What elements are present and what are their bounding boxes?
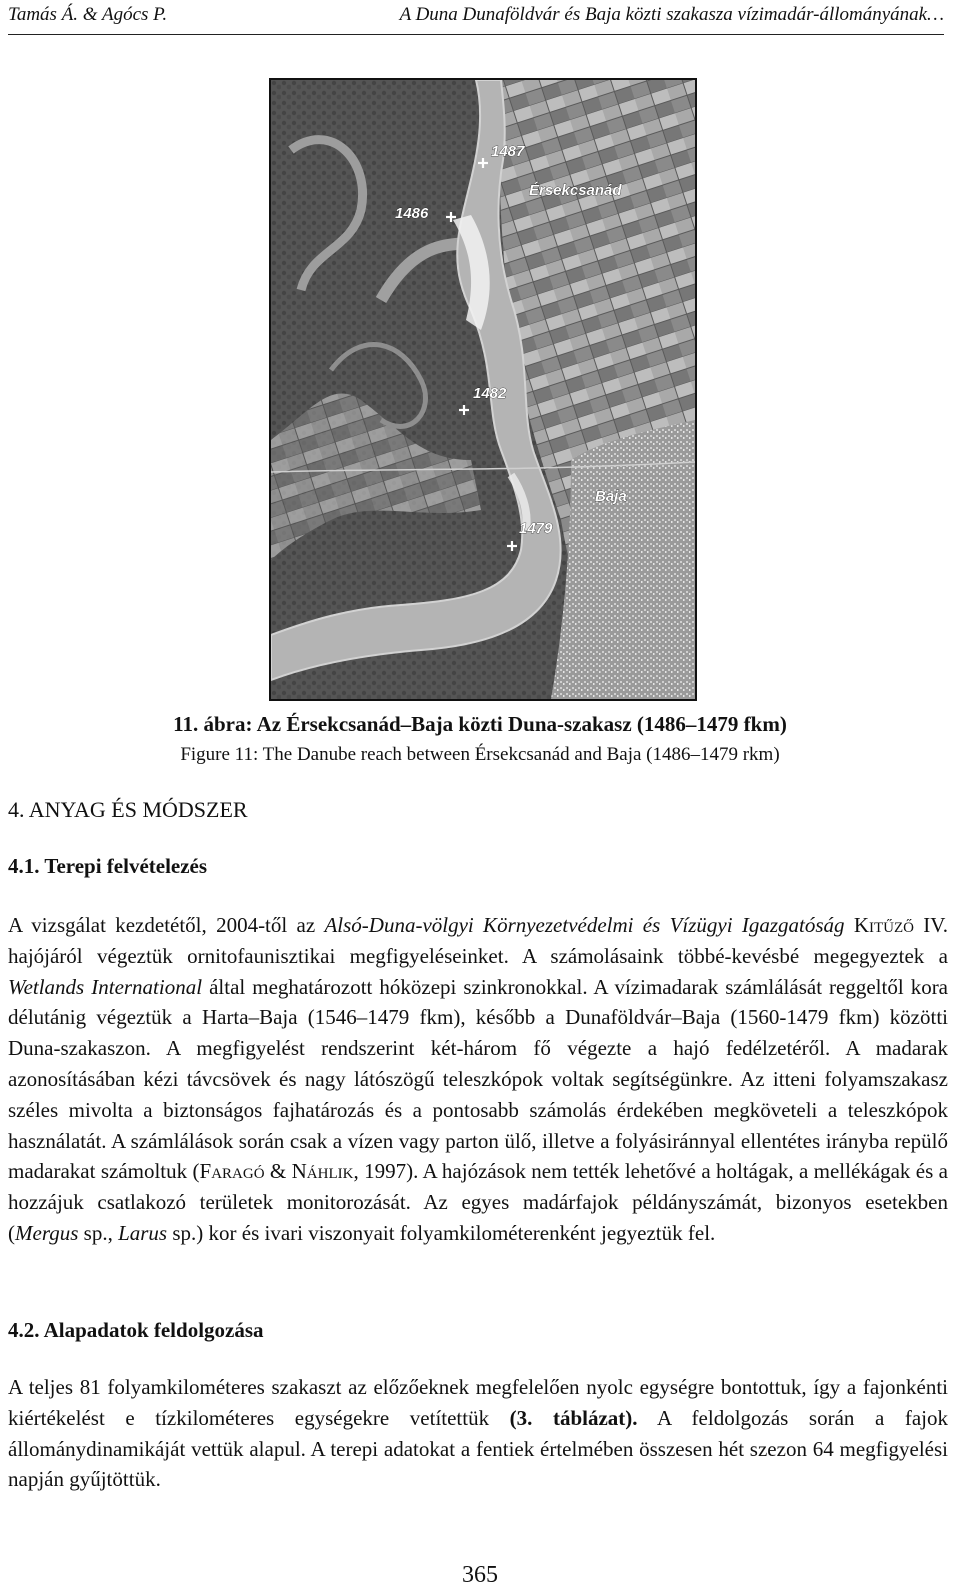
- svg-text:1486: 1486: [395, 205, 429, 222]
- p1-text-6: sp.,: [78, 1220, 119, 1245]
- p2-table-reference: (3. táblázat).: [509, 1405, 638, 1430]
- p1-citation-farago: Faragó: [199, 1159, 265, 1184]
- page-number: 365: [462, 1562, 498, 1588]
- subsection-heading-field-survey: 4.1. Terepi felvételezés: [8, 854, 208, 878]
- baja-town: [551, 420, 695, 699]
- svg-text:1487: 1487: [491, 143, 525, 160]
- p1-text-4: &: [264, 1159, 292, 1184]
- p1-text-7: sp.) kor és ivari viszonyait folyamkilométerenként jegyeztük fel.: [167, 1220, 716, 1245]
- p1-ship-name: Kitűző: [844, 913, 914, 937]
- running-header: [8, 2, 944, 35]
- p2-text-2: A feldolgozás során a fajok állománydinamikáját vettük alapul. A terepi adatokat a fentiek értelmében összesen hét szezon 64 megfigyelési napján gyűjtöttük.: [8, 1405, 949, 1492]
- p1-italic-wetlands: Wetlands International: [8, 974, 203, 999]
- p1-italic-agency: Alsó-Duna-völgyi Környezetvédelmi és Vízügyi Igazgatóság: [324, 913, 845, 937]
- p1-text-2: IV. hajójáról végeztük ornitofaunisztikai megfigyeléseinket. A számolásaink többé-kevésbé megegyeztek a: [8, 913, 948, 968]
- p1-text-1: A vizsgálat kezdetétől, 2004-től az: [8, 913, 325, 937]
- p2-text-1: A teljes 81 folyamkilométeres szakaszt az előzőeknek megfelelően nyolc egységre bontottuk, így a fajonkénti kiértékelést e tízkilométeres egységekre vetítettük: [8, 1375, 948, 1430]
- subsection-heading-data-processing: 4.2. Alapadatok feldolgozása: [8, 1318, 264, 1342]
- label-baja: Baja: [595, 488, 627, 505]
- figure-caption-english: Figure 11: The Danube reach between Érsekcsanád and Baja (1486–1479 rkm): [180, 744, 780, 765]
- header-authors: Tamás Á. & Agócs P.: [8, 4, 168, 25]
- p1-italic-larus: Larus: [118, 1220, 168, 1245]
- section-heading: 4. ANYAG ÉS MÓDSZER: [8, 797, 248, 822]
- p1-italic-mergus: Mergus: [15, 1220, 79, 1245]
- paragraph-data-processing: [8, 1372, 948, 1495]
- p1-text-5: , 1997). A hajózások nem tették lehetővé a holtágak, a mellékágak és a hozzájuk csatlakozó területek monitorozását. Az egyes madárfajok példányszámát, bizonyos esetekben (: [8, 1159, 948, 1245]
- satellite-map-svg: [271, 80, 695, 699]
- p1-text-3: által meghatározott hóközepi szinkronokkal. A vízimadarak számlálását reggeltől kora délutánig végeztük a Harta–Baja (1546–1479 fkm), később a Dunaföldvár–Baja (1560-1479 fkm) közötti Duna-szakaszon. A megfigyelést rendszerint két-három fő végezte a hajó fedélzetéről. A madarak azonosításában kézi távcsövek és nagy látószögű teleszkópok voltak segítségünkre. Az itteni folyamszakasz széles mivolta a biztonságos fajhatározás és a pontosabb számolás érdekében megköveteli a teleszkópok használatát. A számlálások során csak a vízen vagy parton ülő, illetve a folyásiránnyal ellentétes irányba repülő madarakat számoltuk (: [8, 974, 949, 1184]
- label-ersekcsanad: Érsekcsanád: [529, 182, 622, 199]
- satellite-map: [269, 78, 697, 701]
- paragraph-field-survey: [8, 910, 948, 1249]
- header-title: A Duna Dunaföldvár és Baja közti szakasza vízimadár-állományának…: [399, 4, 944, 25]
- svg-text:1479: 1479: [519, 520, 553, 537]
- svg-text:1482: 1482: [473, 385, 507, 402]
- p1-citation-nahlik: Náhlik: [291, 1159, 354, 1184]
- figure-caption-hungarian: 11. ábra: Az Érsekcsanád–Baja közti Duna-szakasz (1486–1479 fkm): [173, 712, 787, 736]
